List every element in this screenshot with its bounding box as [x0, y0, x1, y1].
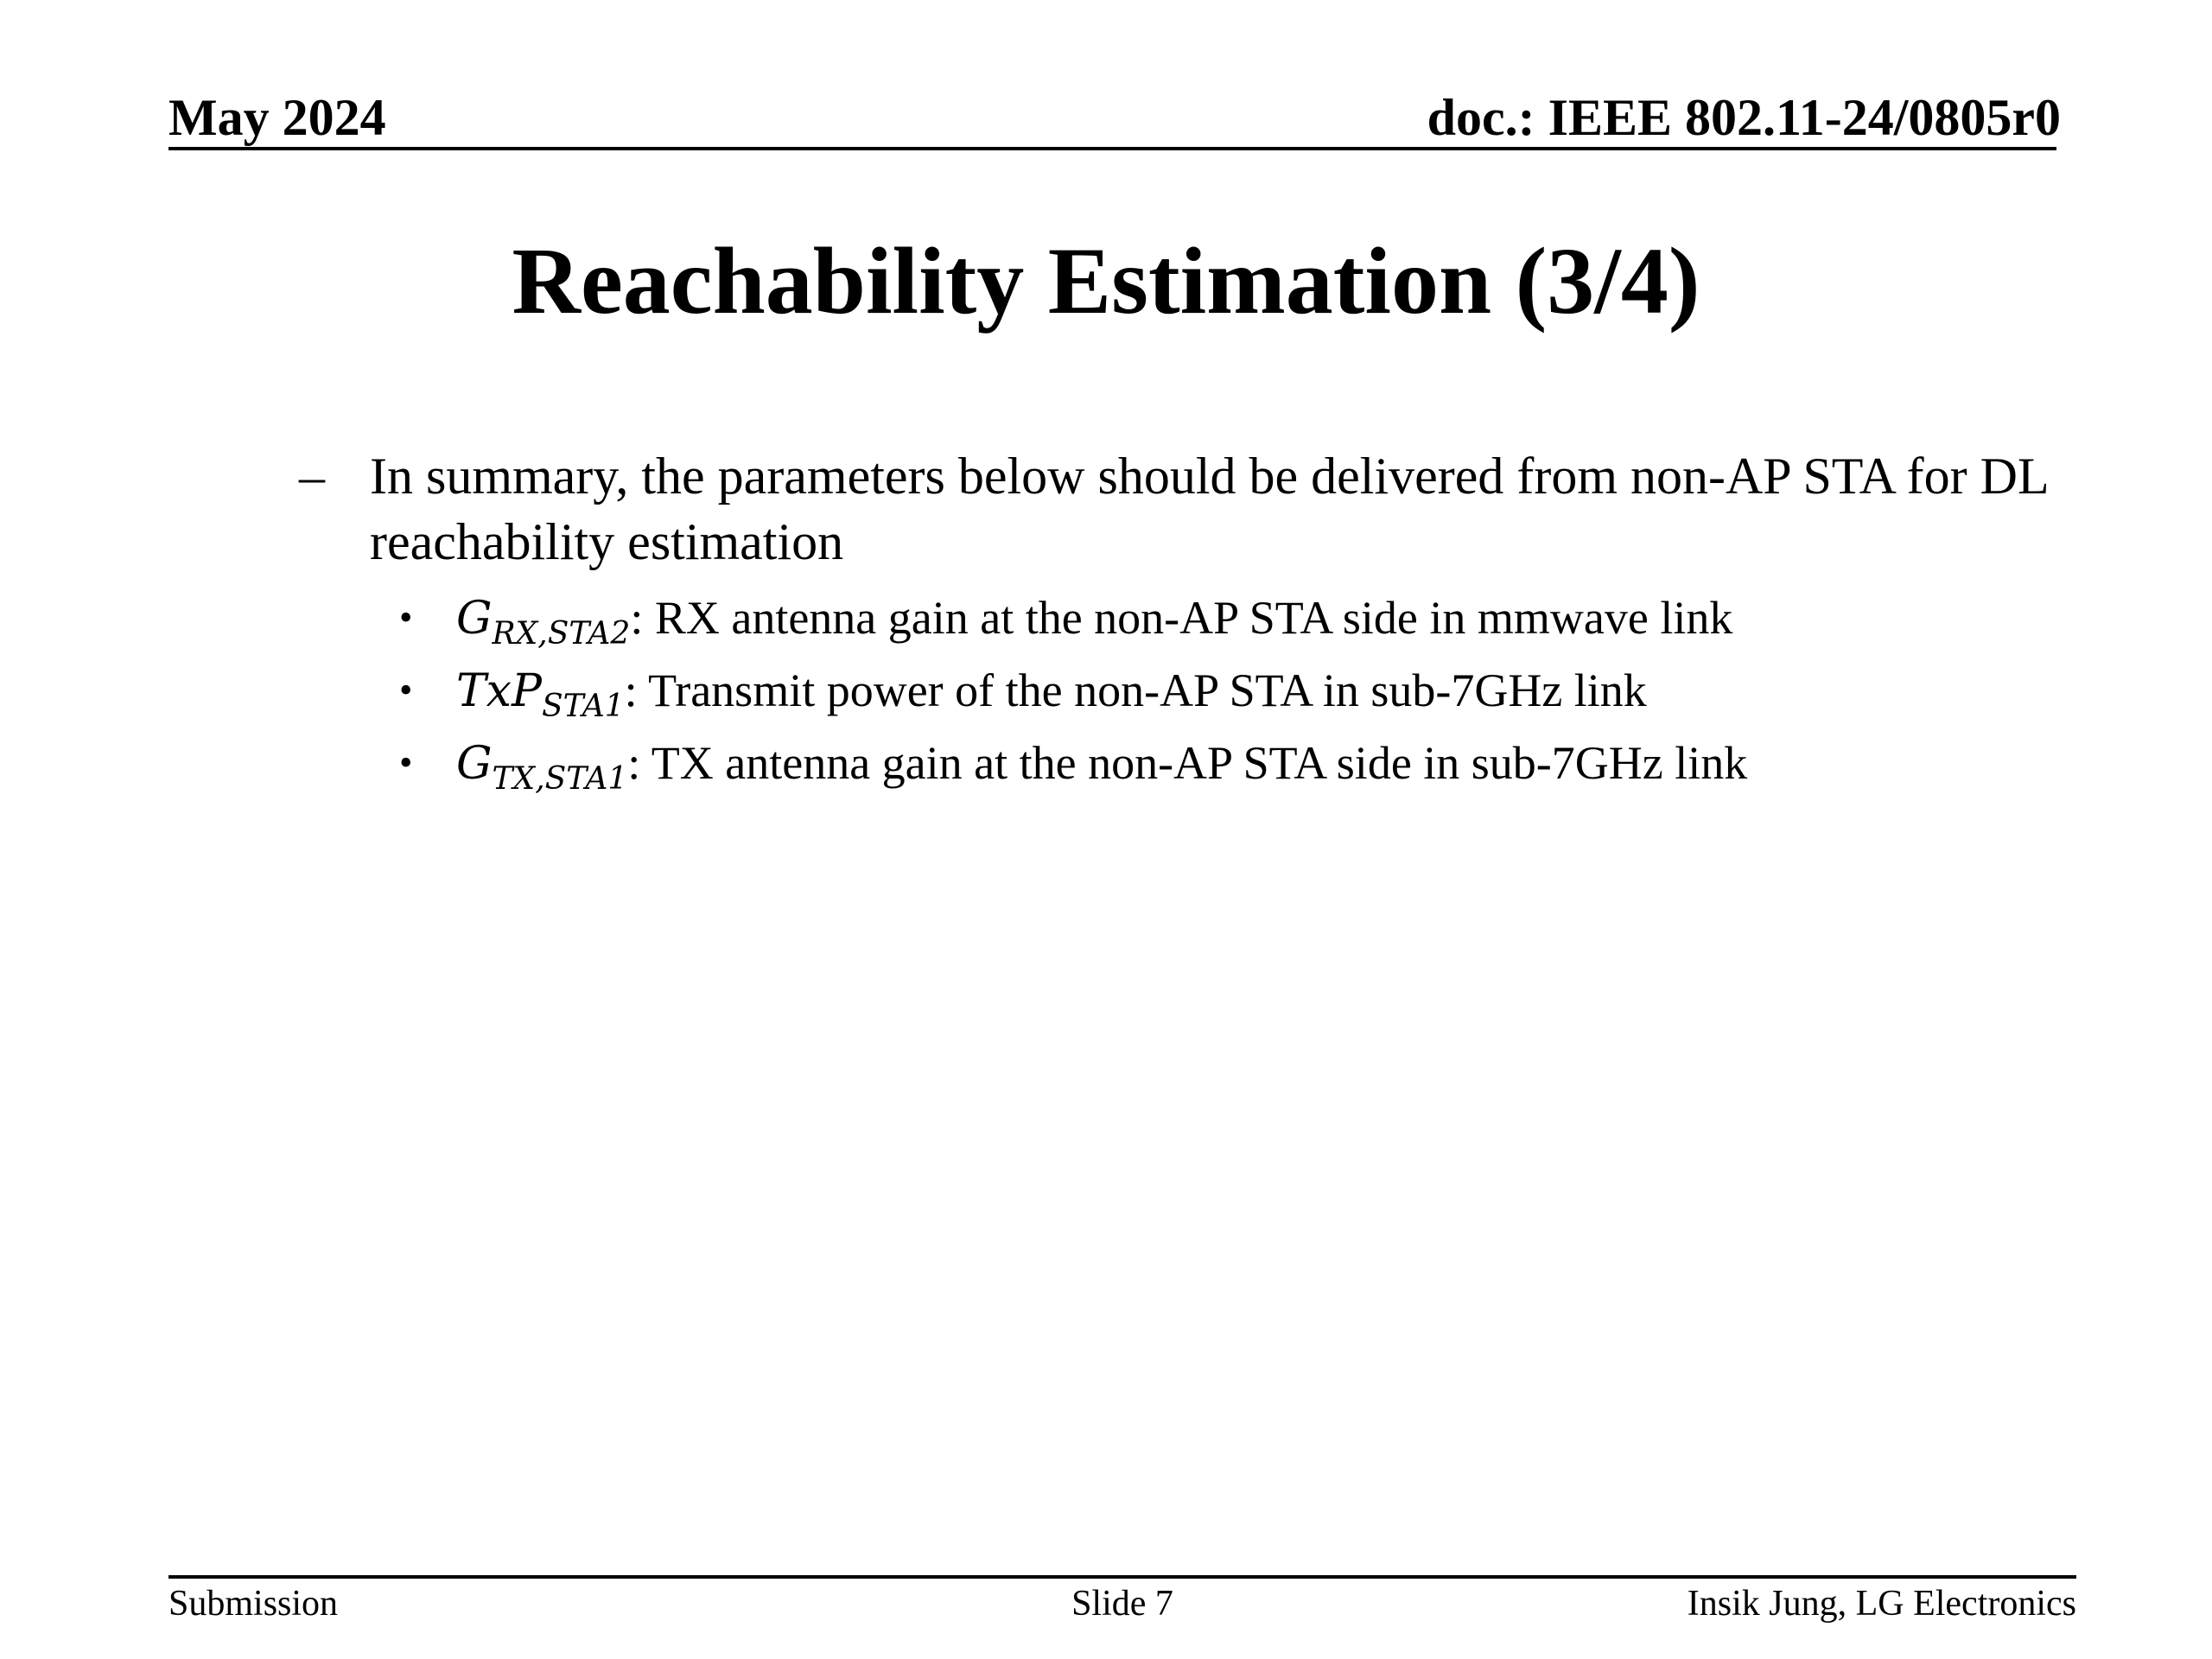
- bullet-item-transmit-power: [399, 660, 1647, 724]
- bullet-dot-icon: •: [399, 741, 413, 784]
- symbol-subscript: TX,STA1: [492, 761, 628, 797]
- bullet-description: : TX antenna gain at the non-AP STA side in sub-7GHz link: [627, 737, 1748, 789]
- footer-slide-number: Slide 7: [1071, 1584, 1173, 1624]
- symbol-subscript: RX,STA2: [492, 616, 631, 652]
- header-divider: [168, 147, 2056, 150]
- bullet-description: : RX antenna gain at the non-AP STA side in mmwave link: [630, 592, 1733, 644]
- summary-text: In summary, the parameters below should be delivered from non-AP STA for DL reachability estimation: [370, 448, 2048, 570]
- bullet-item-rx-antenna-gain: [399, 588, 1733, 652]
- math-symbol: [456, 593, 631, 652]
- dash-bullet-glyph: –: [299, 448, 325, 505]
- bullet-dot-icon: •: [399, 669, 413, 711]
- math-symbol: [456, 738, 628, 797]
- header-date: May 2024: [168, 89, 386, 146]
- slide-title: Reachability Estimation (3/4): [512, 228, 1700, 334]
- symbol-base: TxP: [456, 665, 542, 717]
- symbol-base: G: [456, 738, 493, 790]
- symbol-base: G: [456, 593, 493, 645]
- math-symbol: [456, 665, 625, 724]
- footer-author: Insik Jung, LG Electronics: [1687, 1584, 2076, 1624]
- symbol-subscript: STA1: [542, 689, 625, 724]
- bullet-description: : Transmit power of the non-AP STA in sub-7GHz link: [624, 664, 1647, 716]
- header-doc-id: doc.: IEEE 802.11-24/0805r0: [1427, 89, 2061, 146]
- footer-submission: Submission: [168, 1584, 339, 1624]
- bullet-item-tx-antenna-gain: [399, 733, 1748, 797]
- bullet-dot-icon: •: [399, 596, 413, 639]
- footer-divider: [168, 1575, 2076, 1579]
